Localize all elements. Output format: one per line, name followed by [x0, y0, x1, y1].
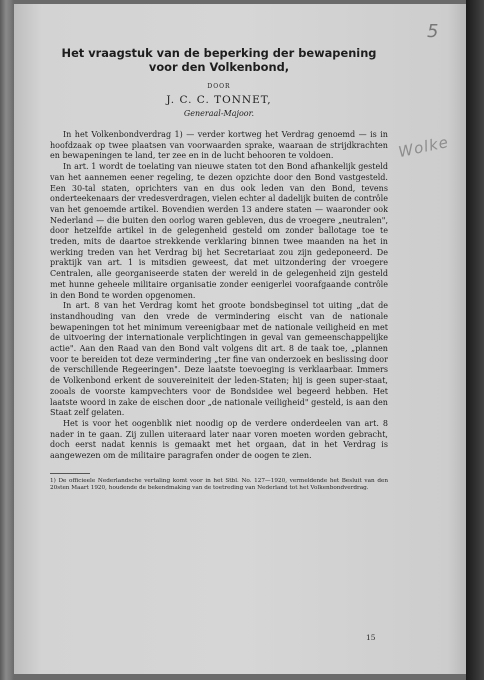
author-name: J. C. C. TONNET, [166, 94, 272, 106]
paragraph: In art. 1 wordt de toelating van nieuwe staten tot den Bond afhankelijk gesteld van het aannemen eener regeling, te dezen opzichte door den Bond vastgesteld. Een 30-tal staten, oprichters van en dus ook leden van den Bond, tevens onderteekenaars der vredesverdragen, vielen echter al dadelijk buiten de contrôle van het genoemde artikel. Bovendien werden 13 andere staten — waaronder ook Nederland — die buiten den oorlog waren gebleven, dus de vroegere „neutralen", door hetzelfde artikel in de gelegenheid gesteld om zonder ballotage toe te treden, mits de daartoe strekkende verklaring binnen twee maanden na het in werking treden van het Verdrag bij het Secretariaat zou zijn gedeponeerd. De praktijk van art. 1 is mitsdien geweest, dat met uitzondering der vroegere Centralen, alle georganiseerde staten der wereld in de gelegenheid zijn gesteld met hunne geheele militaire organisatie zonder eenigerlei voorafgaande contrôle in den Bond te worden opgenomen. [50, 162, 388, 300]
article-body [50, 130, 388, 462]
paragraph: In het Volkenbondverdrag 1) — verder kortweg het Verdrag genoemd — is in hoofdzaak op twee plaatsen van voorwaarden sprake, waaraan de strijdkrachten en bewapeningen te land, ter zee en in de lucht behooren te voldoen. [50, 130, 388, 161]
author-title: Generaal-Majoor. [183, 109, 255, 118]
book-spine-edge [466, 0, 484, 680]
paragraph: In art. 8 van het Verdrag komt het groote bondsbeginsel tot uiting „dat de instandhouding van den vrede de vermindering eischt van de nationale bewapeningen tot het minimum vereenigbaar met de nationale veiligheid en met de uitvoering der internationale verplichtingen in geval van gemeenschappelijke actie". Aan den Raad van den Bond valt volgens dit art. 8 de taak toe, „plannen voor te bereiden tot deze vermindering „ter fine van onderzoek en beslissing door de verschillende Regeeringen". Deze laatste toevoeging is verklaarbaar. Immers de Volkenbond erkent de souvereiniteit der leden-Staten; hij is geen super-staat, zooals de voorste kampvechters voor de Bondsidee wel begeerd hebben. Het laatste woord in zake de eischen door „de nationale veiligheid" gesteld, is aan den Staat zelf gelaten. [50, 301, 388, 418]
paragraph: Het is voor het oogenblik niet noodig op de verdere onderdeelen van art. 8 nader in te gaan. Zij zullen uiteraard later naar voren moeten worden gebracht, doch eerst nadat kennis is gemaakt met het orgaan, dat in het Verdrag is aangewezen om de militaire paragrafen onder de oogen te zien. [50, 418, 388, 461]
footnote-divider [50, 473, 90, 474]
byline-prefix: DOOR [207, 83, 231, 90]
page-content [50, 46, 388, 493]
footnote: 1) De officieele Nederlandsche vertaling komt voor in het Stbl. No. 127—1920, vermeldende het Besluit van den 20sten Maart 1920, houdende de bekendmaking van de toetreding van Nederland tot het Volkenbondverdrag. [50, 477, 388, 492]
corner-page-mark: 5 [427, 21, 439, 42]
page-number: 15 [366, 633, 376, 642]
article-title: Het vraagstuk van de beperking der bewapening voor den Volkenbond, [61, 46, 377, 74]
handwritten-margin-note: Wolke [396, 132, 451, 162]
